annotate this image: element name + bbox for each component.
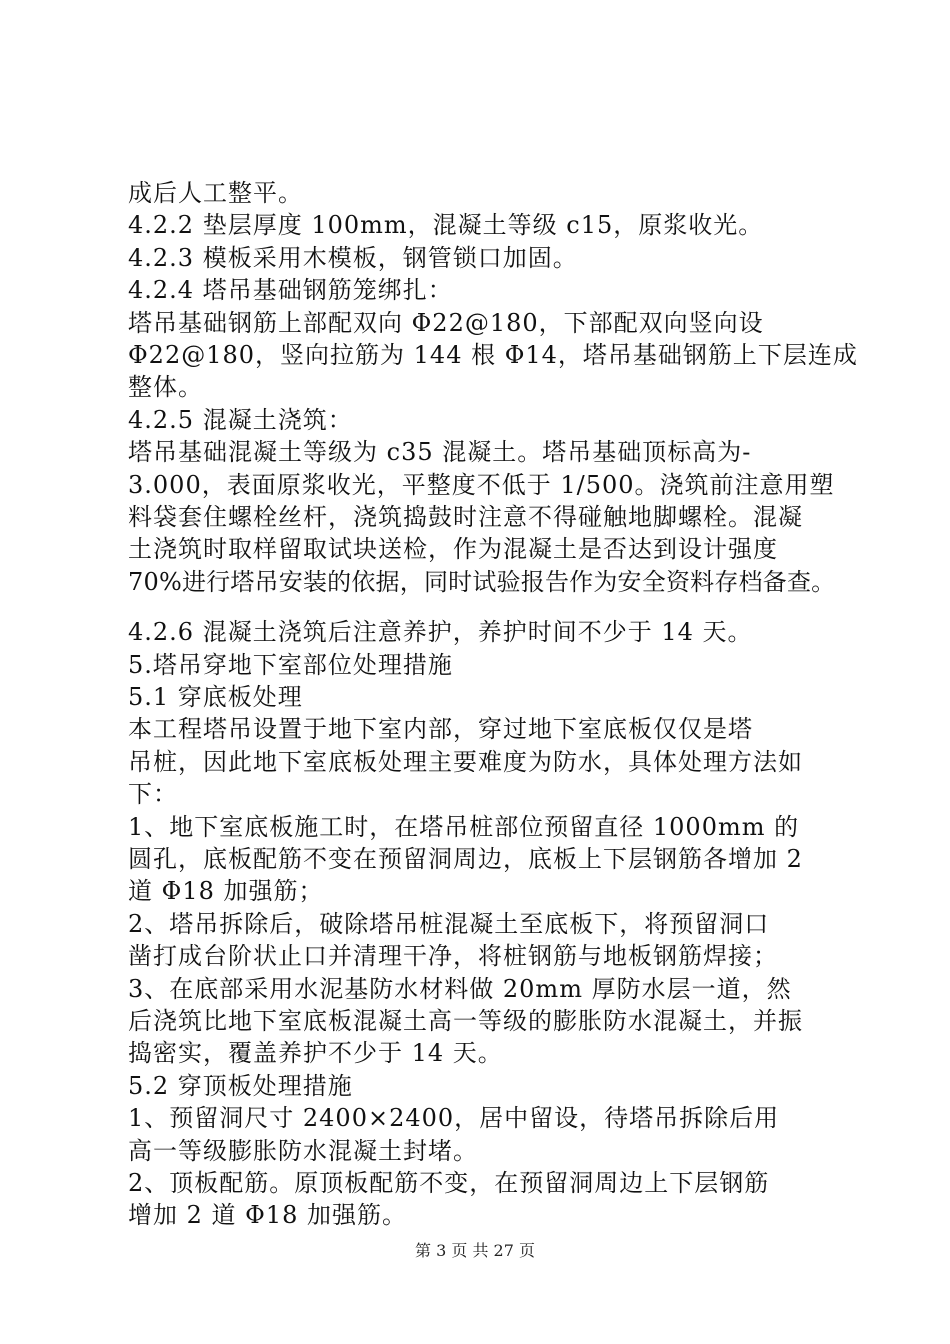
text-line: 4.2.3 模板采用木模板，钢管锁口加固。 (128, 244, 578, 272)
text-line: 5.2 穿顶板处理措施 (128, 1072, 353, 1100)
text-line: 下： (128, 780, 178, 808)
text-line: 圆孔，底板配筋不变在预留洞周边，底板上下层钢筋各增加 2 (128, 845, 803, 873)
text-line: 5.塔吊穿地下室部位处理措施 (128, 651, 453, 679)
text-line: 高一等级膨胀防水混凝土封堵。 (128, 1137, 478, 1165)
text-line: 70%进行塔吊安装的依据，同时试验报告作为安全资料存档备查。 (128, 568, 836, 596)
text-line: 4.2.4 塔吊基础钢筋笼绑扎： (128, 276, 453, 304)
text-line: 整体。 (128, 373, 203, 401)
text-line: 吊桩，因此地下室底板处理主要难度为防水，具体处理方法如 (128, 748, 803, 776)
text-line: 1、预留洞尺寸 2400×2400，居中留设，待塔吊拆除后用 (128, 1104, 780, 1132)
text-line: 4.2.2 垫层厚度 100mm，混凝土等级 c15，原浆收光。 (128, 211, 764, 239)
text-line: 凿打成台阶状止口并清理干净，将桩钢筋与地板钢筋焊接； (128, 942, 778, 970)
text-line: 增加 2 道 Φ18 加强筋。 (128, 1201, 407, 1229)
text-line: 4.2.6 混凝土浇筑后注意养护，养护时间不少于 14 天。 (128, 618, 753, 646)
text-line: 2、顶板配筋。原顶板配筋不变，在预留洞周边上下层钢筋 (128, 1169, 770, 1197)
text-line: 塔吊基础混凝土等级为 c35 混凝土。塔吊基础顶标高为- (128, 438, 752, 466)
text-line: 后浇筑比地下室底板混凝土高一等级的膨胀防水混凝土，并振 (128, 1007, 803, 1035)
text-line: 5.1 穿底板处理 (128, 683, 303, 711)
text-line: 塔吊基础钢筋上部配双向 Φ22@180，下部配双向竖向设 (128, 309, 764, 337)
text-line: 本工程塔吊设置于地下室内部，穿过地下室底板仅仅是塔 (128, 715, 753, 743)
text-line: 4.2.5 混凝土浇筑： (128, 406, 353, 434)
text-line: 3.000，表面原浆收光，平整度不低于 1/500。浇筑前注意用塑 (128, 471, 835, 499)
page-footer: 第 3 页 共 27 页 (415, 1241, 535, 1260)
text-line: 土浇筑时取样留取试块送检，作为混凝土是否达到设计强度 (128, 535, 778, 563)
text-line: 1、地下室底板施工时，在塔吊桩部位预留直径 1000mm 的 (128, 813, 800, 841)
text-line: 道 Φ18 加强筋； (128, 877, 324, 905)
text-line: 2、塔吊拆除后，破除塔吊桩混凝土至底板下，将预留洞口 (128, 910, 770, 938)
text-line: 料袋套住螺栓丝杆，浇筑捣鼓时注意不得碰触地脚螺栓。混凝 (128, 503, 803, 531)
text-line: Φ22@180，竖向拉筋为 144 根 Φ14，塔吊基础钢筋上下层连成 (128, 341, 858, 369)
text-line: 成后人工整平。 (128, 179, 303, 207)
text-line: 捣密实，覆盖养护不少于 14 天。 (128, 1039, 503, 1067)
text-line: 3、在底部采用水泥基防水材料做 20mm 厚防水层一道，然 (128, 975, 792, 1003)
